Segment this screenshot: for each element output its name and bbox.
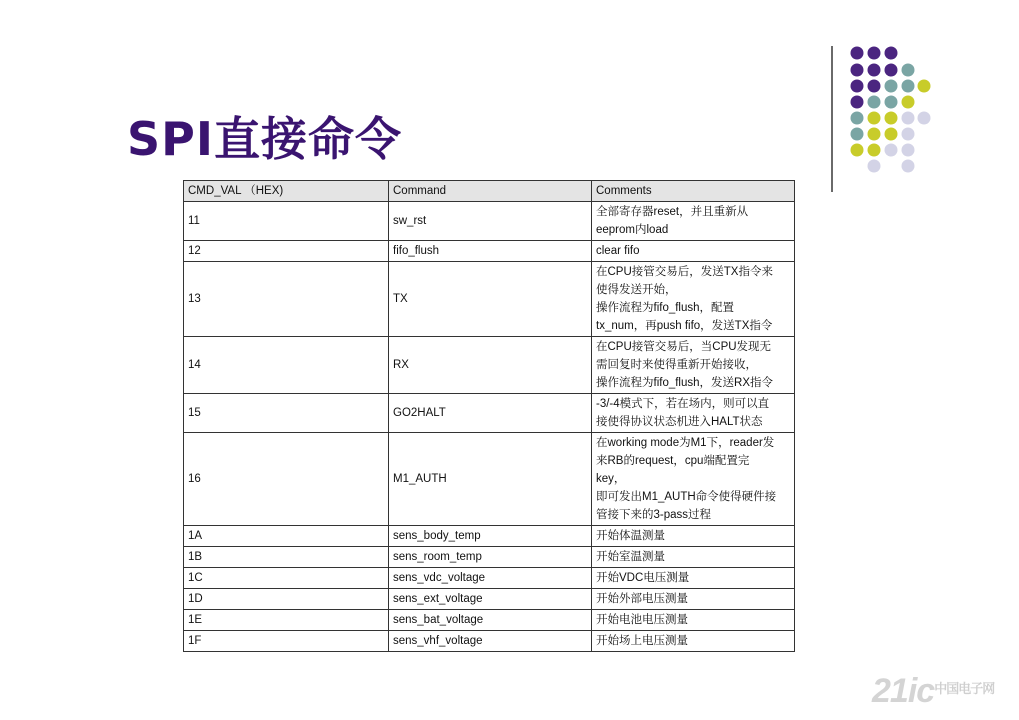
- table-row: [184, 610, 795, 631]
- decorative-dot: [885, 144, 898, 157]
- decorative-dot: [868, 64, 881, 77]
- cell-command: sw_rst: [389, 202, 592, 241]
- decorative-dot: [902, 96, 915, 109]
- table-row: [184, 568, 795, 589]
- decorative-dot: [902, 64, 915, 77]
- decorative-dot: [868, 47, 881, 60]
- cell-command: sens_bat_voltage: [389, 610, 592, 631]
- decorative-dot: [868, 80, 881, 93]
- cell-comment: 开始VDC电压测量: [592, 568, 795, 589]
- cell-command: sens_body_temp: [389, 526, 592, 547]
- cell-comment: 全部寄存器reset，并且重新从 eeprom内load: [592, 202, 795, 241]
- header-cmd-val: CMD_VAL （HEX): [184, 181, 389, 202]
- decorative-dot: [918, 80, 931, 93]
- cell-comment: 开始电池电压测量: [592, 610, 795, 631]
- decorative-dot: [885, 80, 898, 93]
- cell-comment: clear fifo: [592, 241, 795, 262]
- cell-command: fifo_flush: [389, 241, 592, 262]
- watermark-subtext: 中国电子网: [934, 681, 995, 696]
- decorative-dot: [851, 144, 864, 157]
- cell-cmd-val: 11: [184, 202, 389, 241]
- cell-cmd-val: 12: [184, 241, 389, 262]
- decorative-dot: [902, 144, 915, 157]
- cell-comment: 开始体温测量: [592, 526, 795, 547]
- watermark-logo: [872, 672, 994, 711]
- table-row: [184, 589, 795, 610]
- cell-comment: 开始场上电压测量: [592, 631, 795, 652]
- decorative-dot: [885, 112, 898, 125]
- decorative-dot: [851, 80, 864, 93]
- cell-cmd-val: 15: [184, 394, 389, 433]
- decorative-dot: [868, 144, 881, 157]
- table-row: [184, 241, 795, 262]
- header-command: Command: [389, 181, 592, 202]
- decorative-dot: [902, 80, 915, 93]
- decorative-dot: [902, 128, 915, 141]
- decorative-dot: [868, 112, 881, 125]
- watermark-text: 21ic: [872, 672, 935, 710]
- cell-command: sens_room_temp: [389, 547, 592, 568]
- table-row: [184, 337, 795, 394]
- decorative-dot: [885, 96, 898, 109]
- cell-cmd-val: 1A: [184, 526, 389, 547]
- cell-command: GO2HALT: [389, 394, 592, 433]
- decorative-dot: [902, 112, 915, 125]
- cell-cmd-val: 1C: [184, 568, 389, 589]
- cell-command: M1_AUTH: [389, 433, 592, 526]
- cell-command: sens_vhf_voltage: [389, 631, 592, 652]
- cell-cmd-val: 13: [184, 262, 389, 337]
- decorative-dot: [851, 128, 864, 141]
- table-row: [184, 202, 795, 241]
- cell-comment: 开始室温测量: [592, 547, 795, 568]
- cell-comment: 在CPU接管交易后，发送TX指令来 使得发送开始， 操作流程为fifo_flush，配置 tx_num，再push fifo，发送TX指令: [592, 262, 795, 337]
- cell-cmd-val: 1E: [184, 610, 389, 631]
- decorative-dot: [885, 128, 898, 141]
- cell-command: RX: [389, 337, 592, 394]
- cell-command: sens_ext_voltage: [389, 589, 592, 610]
- decorative-dot: [868, 160, 881, 173]
- table-row: [184, 433, 795, 526]
- decorative-dot: [851, 47, 864, 60]
- cell-comment: 在CPU接管交易后，当CPU发现无 需回复时来使得重新开始接收， 操作流程为fifo_flush，发送RX指令: [592, 337, 795, 394]
- decorative-dot: [902, 160, 915, 173]
- cell-cmd-val: 14: [184, 337, 389, 394]
- table-row: [184, 394, 795, 433]
- cell-comment: -3/-4模式下，若在场内，则可以直 接使得协议状态机进入HALT状态: [592, 394, 795, 433]
- decorative-dot: [868, 128, 881, 141]
- header-comments: Comments: [592, 181, 795, 202]
- cell-cmd-val: 1F: [184, 631, 389, 652]
- slide-title: SPI直接命令: [127, 112, 402, 166]
- cell-command: TX: [389, 262, 592, 337]
- divider-line: [831, 46, 833, 192]
- cell-cmd-val: 16: [184, 433, 389, 526]
- table-row: [184, 262, 795, 337]
- cell-comment: 开始外部电压测量: [592, 589, 795, 610]
- decorative-dot: [885, 64, 898, 77]
- cell-cmd-val: 1D: [184, 589, 389, 610]
- decorative-dot: [851, 64, 864, 77]
- decorative-dot: [851, 96, 864, 109]
- spi-command-table: [183, 180, 795, 652]
- decorative-dot: [868, 96, 881, 109]
- decorative-dot: [885, 47, 898, 60]
- table-row: [184, 631, 795, 652]
- table-row: [184, 547, 795, 568]
- cell-command: sens_vdc_voltage: [389, 568, 592, 589]
- decorative-dot: [851, 112, 864, 125]
- decorative-dot: [918, 112, 931, 125]
- table-row: [184, 526, 795, 547]
- table-header-row: [184, 181, 795, 202]
- cell-comment: 在working mode为M1下，reader发 来RB的request，cpu端配置完 key， 即可发出M1_AUTH命令使得硬件接 管接下来的3-pass过程: [592, 433, 795, 526]
- cell-cmd-val: 1B: [184, 547, 389, 568]
